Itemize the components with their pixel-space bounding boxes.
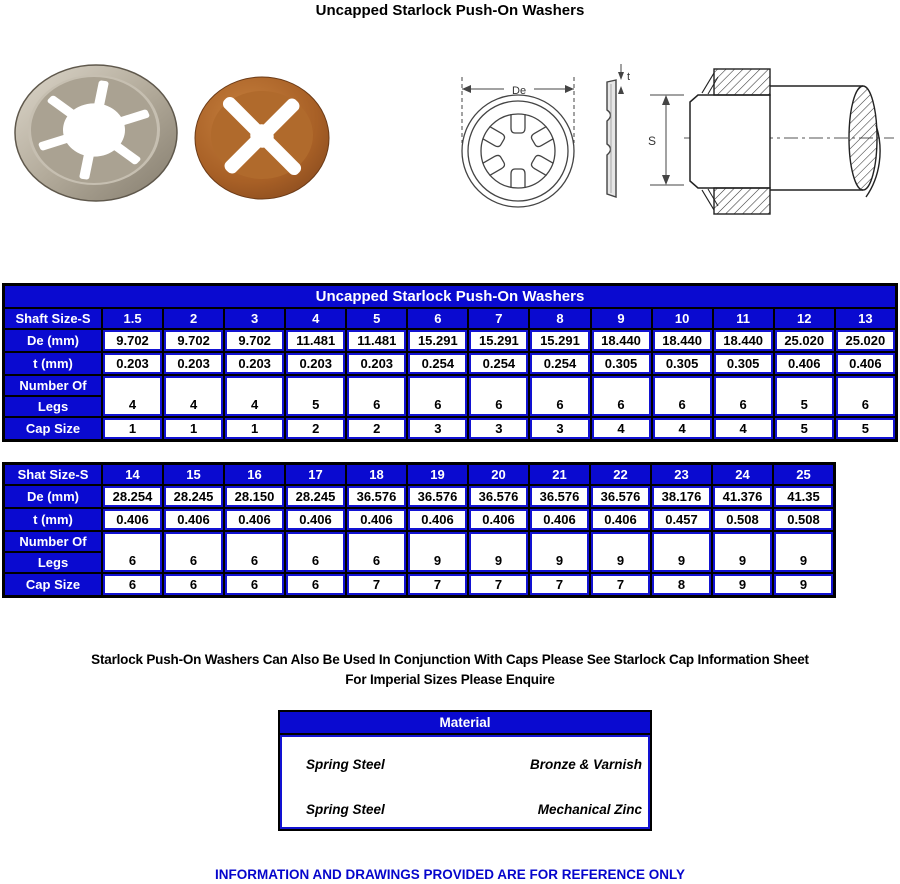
row-label-de: De (mm) xyxy=(5,330,101,351)
de-value-cell: 28.245 xyxy=(164,486,223,507)
bronze-washer-photo xyxy=(192,72,332,207)
legs-value-cell: 6 xyxy=(408,376,467,416)
shaft-size-header-cell: 10 xyxy=(653,309,712,328)
t-value-cell: 0.406 xyxy=(103,509,162,530)
de-value-cell: 28.245 xyxy=(286,486,345,507)
de-value-cell: 18.440 xyxy=(714,330,773,351)
row-label-de: De (mm) xyxy=(5,486,101,507)
t-value-cell: 0.406 xyxy=(591,509,650,530)
material-base: Spring Steel xyxy=(306,757,385,772)
page-title: Uncapped Starlock Push-On Washers xyxy=(315,2,585,19)
legs-value-cell: 9 xyxy=(774,532,833,572)
de-value-cell: 38.176 xyxy=(652,486,711,507)
shaft-size-header-cell: 23 xyxy=(652,465,711,484)
t-value-cell: 0.406 xyxy=(530,509,589,530)
t-value-cell: 0.457 xyxy=(652,509,711,530)
s-dimension-label: S xyxy=(648,134,657,148)
shaft-size-header-cell: 12 xyxy=(775,309,834,328)
shaft-size-header-cell: 25 xyxy=(774,465,833,484)
cap-size-value-cell: 6 xyxy=(164,574,223,595)
legs-value-cell: 9 xyxy=(591,532,650,572)
legs-value-cell: 6 xyxy=(286,532,345,572)
material-row xyxy=(286,802,644,817)
t-value-cell: 0.203 xyxy=(347,353,406,374)
shaft-size-header-cell: 1.5 xyxy=(103,309,162,328)
legs-value-cell: 6 xyxy=(469,376,528,416)
row-label-legs: Legs xyxy=(5,397,101,416)
shaft-size-header-cell: 13 xyxy=(836,309,895,328)
row-label-number-of: Number Of xyxy=(5,376,101,395)
de-value-cell: 36.576 xyxy=(530,486,589,507)
de-value-cell: 41.376 xyxy=(713,486,772,507)
de-value-cell: 15.291 xyxy=(408,330,467,351)
cap-size-value-cell: 1 xyxy=(225,418,284,439)
row-label-cap-size: Cap Size xyxy=(5,418,101,439)
cap-size-value-cell: 7 xyxy=(469,574,528,595)
cap-size-value-cell: 1 xyxy=(164,418,223,439)
t-value-cell: 0.406 xyxy=(286,509,345,530)
table-row-shaft-size xyxy=(5,309,895,328)
t-value-cell: 0.305 xyxy=(714,353,773,374)
legs-value-cell: 9 xyxy=(469,532,528,572)
legs-value-cell: 9 xyxy=(713,532,772,572)
shaft-size-header-cell: 9 xyxy=(592,309,651,328)
cap-size-value-cell: 7 xyxy=(408,574,467,595)
shaft-size-header-cell: 21 xyxy=(530,465,589,484)
shaft-size-header-cell: 7 xyxy=(469,309,528,328)
de-value-cell: 15.291 xyxy=(530,330,589,351)
reference-disclaimer: INFORMATION AND DRAWINGS PROVIDED ARE FOR REFERENCE ONLY xyxy=(214,867,686,882)
t-value-cell: 0.305 xyxy=(592,353,651,374)
table-row-cap-size xyxy=(5,418,895,439)
t-value-cell: 0.406 xyxy=(469,509,528,530)
cap-size-value-cell: 6 xyxy=(103,574,162,595)
shaft-size-header-cell: 4 xyxy=(286,309,345,328)
shaft-size-header-cell: 2 xyxy=(164,309,223,328)
material-row xyxy=(286,757,644,772)
legs-value-cell: 6 xyxy=(347,532,406,572)
caps-note-line1: Starlock Push-On Washers Can Also Be Used In Conjunction With Caps Please See Starlock Cap Information Sheet xyxy=(91,652,809,667)
de-value-cell: 11.481 xyxy=(347,330,406,351)
table-row-legs-top xyxy=(5,376,895,395)
shaft-size-header-cell: 20 xyxy=(469,465,528,484)
cap-size-value-cell: 9 xyxy=(713,574,772,595)
shaft-size-header-cell: 3 xyxy=(225,309,284,328)
legs-value-cell: 5 xyxy=(286,376,345,416)
cap-size-value-cell: 9 xyxy=(774,574,833,595)
de-value-cell: 15.291 xyxy=(469,330,528,351)
table-row-cap-size xyxy=(5,574,833,595)
material-table-body xyxy=(280,735,650,829)
t-value-cell: 0.406 xyxy=(225,509,284,530)
spec-table-sizes-1-13 xyxy=(2,283,898,442)
t-value-cell: 0.508 xyxy=(713,509,772,530)
material-finish: Mechanical Zinc xyxy=(537,802,642,817)
washer-side-drawing xyxy=(592,60,637,212)
t-value-cell: 0.305 xyxy=(653,353,712,374)
shaft-size-header-cell: 17 xyxy=(286,465,345,484)
de-value-cell: 41.35 xyxy=(774,486,833,507)
de-value-cell: 9.702 xyxy=(225,330,284,351)
shaft-size-header-cell: 19 xyxy=(408,465,467,484)
de-value-cell: 36.576 xyxy=(347,486,406,507)
t-value-cell: 0.203 xyxy=(164,353,223,374)
legs-value-cell: 4 xyxy=(164,376,223,416)
table-row-t xyxy=(5,509,833,530)
table-row-de xyxy=(5,486,833,507)
t-value-cell: 0.406 xyxy=(836,353,895,374)
cap-size-value-cell: 3 xyxy=(469,418,528,439)
t-value-cell: 0.406 xyxy=(164,509,223,530)
spec-table-sizes-14-25 xyxy=(2,462,836,598)
shaft-size-header-cell: 8 xyxy=(530,309,589,328)
shaft-size-header-cell: 5 xyxy=(347,309,406,328)
cap-size-value-cell: 4 xyxy=(714,418,773,439)
figures-strip xyxy=(0,55,900,223)
shaft-size-header-cell: 11 xyxy=(714,309,773,328)
cap-size-value-cell: 3 xyxy=(530,418,589,439)
shaft-size-header-cell: 22 xyxy=(591,465,650,484)
cap-size-value-cell: 3 xyxy=(408,418,467,439)
de-dimension-label: De xyxy=(512,85,527,97)
caps-note xyxy=(0,650,900,690)
material-base: Spring Steel xyxy=(306,802,385,817)
t-value-cell: 0.254 xyxy=(408,353,467,374)
cap-size-value-cell: 4 xyxy=(653,418,712,439)
cap-size-value-cell: 2 xyxy=(347,418,406,439)
legs-value-cell: 9 xyxy=(530,532,589,572)
cap-size-value-cell: 6 xyxy=(286,574,345,595)
material-table-title: Material xyxy=(280,712,650,733)
legs-value-cell: 6 xyxy=(103,532,162,572)
shaft-size-header-cell: 14 xyxy=(103,465,162,484)
de-value-cell: 25.020 xyxy=(836,330,895,351)
table-row-shaft-size xyxy=(5,465,833,484)
t-value-cell: 0.203 xyxy=(103,353,162,374)
shaft-size-header-cell: 16 xyxy=(225,465,284,484)
de-value-cell: 25.020 xyxy=(775,330,834,351)
cap-size-value-cell: 6 xyxy=(225,574,284,595)
shaft-size-header-cell: 15 xyxy=(164,465,223,484)
row-label-shaft-size: Shaft Size-S xyxy=(5,309,101,328)
de-value-cell: 11.481 xyxy=(286,330,345,351)
cap-size-value-cell: 8 xyxy=(652,574,711,595)
legs-value-cell: 5 xyxy=(775,376,834,416)
de-value-cell: 36.576 xyxy=(469,486,528,507)
table-row-legs-top xyxy=(5,532,833,551)
cap-size-value-cell: 4 xyxy=(592,418,651,439)
row-label-shaft-size: Shat Size-S xyxy=(5,465,101,484)
de-value-cell: 9.702 xyxy=(164,330,223,351)
de-value-cell: 28.150 xyxy=(225,486,284,507)
shaft-assembly-drawing xyxy=(638,55,896,220)
t-value-cell: 0.406 xyxy=(408,509,467,530)
legs-value-cell: 6 xyxy=(530,376,589,416)
t-dimension-label: t xyxy=(627,71,631,83)
legs-value-cell: 6 xyxy=(592,376,651,416)
table-title: Uncapped Starlock Push-On Washers xyxy=(5,286,895,307)
t-value-cell: 0.203 xyxy=(286,353,345,374)
shaft-size-header-cell: 24 xyxy=(713,465,772,484)
row-label-t: t (mm) xyxy=(5,353,101,374)
material-table xyxy=(278,710,652,831)
cap-size-value-cell: 5 xyxy=(836,418,895,439)
table-title-row xyxy=(5,286,895,307)
legs-value-cell: 9 xyxy=(652,532,711,572)
row-label-legs: Legs xyxy=(5,553,101,572)
washer-front-drawing xyxy=(448,63,588,215)
table-row-de xyxy=(5,330,895,351)
legs-value-cell: 4 xyxy=(225,376,284,416)
t-value-cell: 0.203 xyxy=(225,353,284,374)
t-value-cell: 0.254 xyxy=(469,353,528,374)
material-finish: Bronze & Varnish xyxy=(529,757,642,772)
cap-size-value-cell: 2 xyxy=(286,418,345,439)
t-value-cell: 0.406 xyxy=(775,353,834,374)
cap-size-value-cell: 1 xyxy=(103,418,162,439)
row-label-t: t (mm) xyxy=(5,509,101,530)
de-value-cell: 9.702 xyxy=(103,330,162,351)
cap-size-value-cell: 7 xyxy=(347,574,406,595)
table-row-t xyxy=(5,353,895,374)
cap-size-value-cell: 5 xyxy=(775,418,834,439)
legs-value-cell: 6 xyxy=(347,376,406,416)
caps-note-line2: For Imperial Sizes Please Enquire xyxy=(345,672,555,687)
t-value-cell: 0.508 xyxy=(774,509,833,530)
legs-value-cell: 9 xyxy=(408,532,467,572)
t-value-cell: 0.254 xyxy=(530,353,589,374)
de-value-cell: 36.576 xyxy=(408,486,467,507)
legs-value-cell: 6 xyxy=(164,532,223,572)
de-value-cell: 28.254 xyxy=(103,486,162,507)
legs-value-cell: 4 xyxy=(103,376,162,416)
legs-value-cell: 6 xyxy=(836,376,895,416)
shaft-size-header-cell: 6 xyxy=(408,309,467,328)
cap-size-value-cell: 7 xyxy=(530,574,589,595)
de-value-cell: 18.440 xyxy=(592,330,651,351)
de-value-cell: 18.440 xyxy=(653,330,712,351)
de-value-cell: 36.576 xyxy=(591,486,650,507)
row-label-cap-size: Cap Size xyxy=(5,574,101,595)
row-label-number-of: Number Of xyxy=(5,532,101,551)
steel-washer-photo xyxy=(8,60,183,210)
legs-value-cell: 6 xyxy=(714,376,773,416)
shaft-size-header-cell: 18 xyxy=(347,465,406,484)
cap-size-value-cell: 7 xyxy=(591,574,650,595)
legs-value-cell: 6 xyxy=(653,376,712,416)
t-value-cell: 0.406 xyxy=(347,509,406,530)
legs-value-cell: 6 xyxy=(225,532,284,572)
